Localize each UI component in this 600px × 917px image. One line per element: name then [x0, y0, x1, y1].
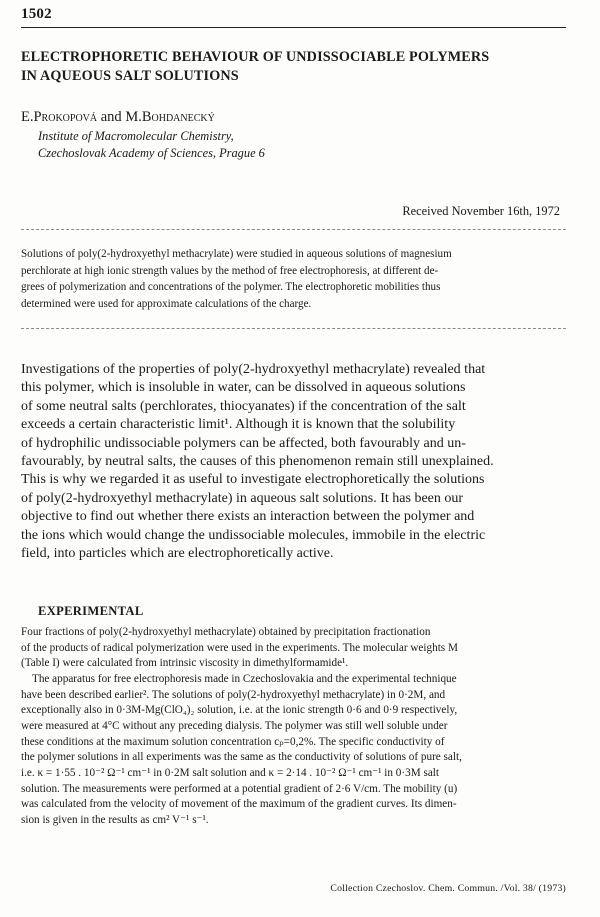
affiliation-line: Institute of Macromolecular Chemistry, — [38, 129, 234, 143]
experimental-line: The apparatus for free electrophoresis made in Czechoslovakia and the experimental technique — [21, 672, 457, 685]
abstract-top-rule — [21, 229, 566, 230]
experimental-line: these conditions at the maximum solution concentration cₚ=0,2%. The specific conductivity of — [21, 735, 445, 748]
abstract-line: determined were used for approximate calculations of the charge. — [21, 297, 312, 310]
abstract-line: perchlorate at high ionic strength values by the method of free electrophoresis, at different de- — [21, 264, 439, 277]
intro-line: of poly(2-hydroxyethyl methacrylate) in aqueous salt solutions. It has been our — [21, 490, 464, 506]
intro-line: field, into particles which are electrophoretically active. — [21, 546, 334, 562]
experimental-line: sion is given in the results as cm² V⁻¹ s⁻¹. — [21, 813, 209, 826]
experimental-line: the polymer solutions in all experiments was the same as the conductivity of solutions of pure salt, — [21, 751, 462, 764]
experimental-line: have been described earlier². The solutions of poly(2-hydroxyethyl methacrylate) in 0·2M, and — [21, 688, 446, 701]
author-2-initial: M. — [125, 109, 142, 125]
introduction-paragraph — [21, 361, 566, 563]
journal-footer: Collection Czechoslov. Chem. Commun. /Vol. 38/ (1973) — [330, 883, 566, 894]
experimental-line: were measured at 4°C without any preceding dialysis. The polymer was still well soluble under — [21, 719, 448, 732]
title-line: ELECTROPHORETIC BEHAVIOUR OF UNDISSOCIABLE POLYMERS — [21, 49, 490, 65]
intro-line: this polymer, which is insoluble in water, can be dissolved in aqueous solutions — [21, 380, 466, 396]
intro-line: Investigations of the properties of poly(2-hydroxyethyl methacrylate) revealed that — [21, 362, 486, 377]
header-rule — [21, 27, 566, 28]
intro-line: of hydrophilic undissociable polymers can be affected, both favourably and un- — [21, 435, 466, 451]
authors — [21, 109, 215, 126]
authors-conjunction: and — [97, 109, 126, 125]
intro-line: of some neutral salts (perchlorates, thiocyanates) if the concentration of the salt — [21, 398, 466, 414]
experimental-line: of the products of radical polymerization were used in the experiments. The molecular weights M — [21, 641, 458, 654]
intro-line: favourably, by neutral salts, the causes of this phenomenon remain still unexplained. — [21, 454, 494, 470]
experimental-line: i.e. κ = 1·55 . 10⁻² Ω⁻¹ cm⁻¹ in 0·2M salt solution and κ = 2·14 . 10⁻² Ω⁻¹ cm⁻¹ in 0·3M salt — [21, 766, 439, 779]
received-date: Received November 16th, 1972 — [402, 204, 560, 218]
author-1-name: Prokopová — [33, 109, 98, 125]
affiliation-line: Czechoslovak Academy of Sciences, Prague 6 — [38, 146, 265, 160]
section-heading-experimental: EXPERIMENTAL — [38, 604, 144, 618]
intro-line: This is why we regarded it as useful to investigate electrophoretically the solutions — [21, 472, 485, 488]
intro-line: exceeds a certain characteristic limit¹. Although it is known that the solubility — [21, 417, 456, 433]
experimental-section — [21, 625, 566, 829]
intro-line: the ions which would change the undissociable molecules, immobile in the electric — [21, 527, 486, 543]
experimental-line: (Table I) were calculated from intrinsic viscosity in dimethylformamide¹. — [21, 657, 349, 670]
article-title — [21, 48, 566, 86]
experimental-line: exceptionally also in 0·3M-Mg(ClO₄)₂ solution, i.e. at the ionic strength 0·6 and 0·9 respectively, — [21, 704, 458, 717]
affiliation — [38, 128, 265, 162]
abstract-bottom-rule — [21, 328, 566, 329]
experimental-line: was calculated from the velocity of movement of the maximum of the gradient curves. Its dimen- — [21, 798, 457, 811]
author-2-name: Bohdanecký — [141, 109, 215, 125]
author-1-initial: E. — [21, 109, 34, 125]
title-line: IN AQUEOUS SALT SOLUTIONS — [21, 68, 239, 84]
abstract-line: Solutions of poly(2-hydroxyethyl methacrylate) were studied in aqueous solutions of magnesium — [21, 248, 452, 260]
page-number: 1502 — [21, 6, 52, 22]
abstract — [21, 246, 566, 312]
abstract-line: grees of polymerization and concentrations of the polymer. The electrophoretic mobilities thus — [21, 281, 441, 294]
experimental-line: solution. The measurements were performed at a potential gradient of 2·6 V/cm. The mobility (u) — [21, 782, 458, 795]
intro-line: objective to find out whether there exists an interaction between the polymer and — [21, 509, 475, 525]
experimental-line: Four fractions of poly(2-hydroxyethyl methacrylate) obtained by precipitation fractionation — [21, 626, 431, 638]
